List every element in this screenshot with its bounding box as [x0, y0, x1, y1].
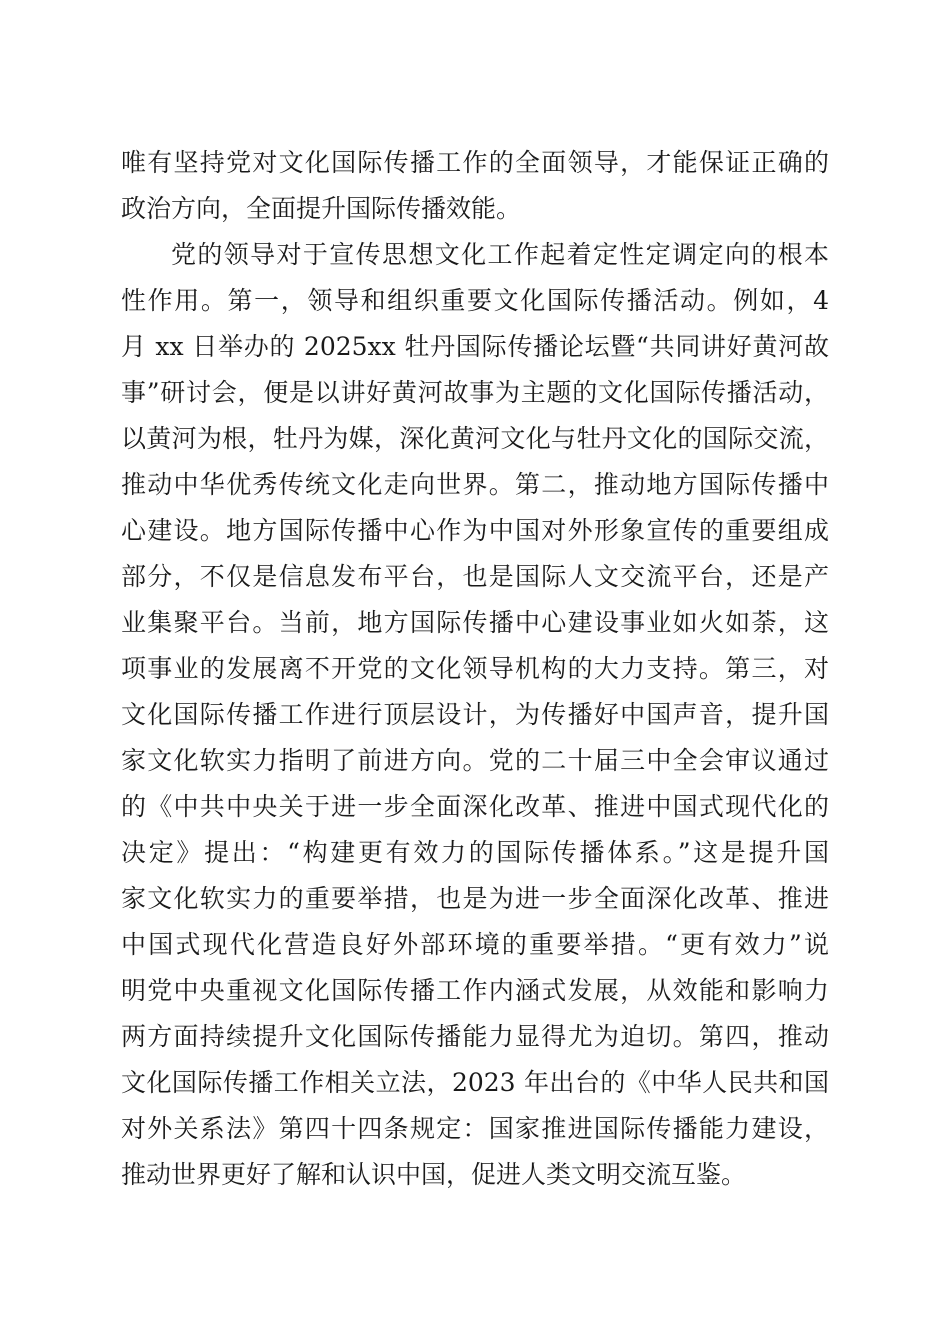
- text-line: 项事业的发展离不开党的文化领导机构的大力支持。第三，对: [121, 654, 829, 683]
- text-line: 性作用。第一，领导和组织重要文化国际传播活动。例如，4: [121, 286, 829, 315]
- text-line: 明党中央重视文化国际传播工作内涵式发展，从效能和影响力: [121, 976, 829, 1005]
- text-line: 对外关系法》第四十四条规定：国家推进国际传播能力建设，: [121, 1114, 829, 1143]
- text-line: 文化国际传播工作相关立法，2023 年出台的《中华人民共和国: [121, 1068, 829, 1097]
- text-line: 业集聚平台。当前，地方国际传播中心建设事业如火如荼，这: [121, 608, 829, 637]
- text-line: 月 xx 日举办的 2025xx 牡丹国际传播论坛暨“共同讲好黄河故: [121, 332, 829, 361]
- text-line: 唯有坚持党对文化国际传播工作的全面领导，才能保证正确的: [121, 148, 829, 177]
- text-line: 部分，不仅是信息发布平台，也是国际人文交流平台，还是产: [121, 562, 829, 591]
- text-line: 中国式现代化营造良好外部环境的重要举措。“更有效力”说: [121, 930, 829, 959]
- text-line: 事”研讨会，便是以讲好黄河故事为主题的文化国际传播活动，: [121, 378, 829, 407]
- text-line: 推动中华优秀传统文化走向世界。第二，推动地方国际传播中: [121, 470, 829, 499]
- body-text: [121, 140, 829, 1198]
- text-line: 政治方向，全面提升国际传播效能。: [121, 194, 522, 223]
- text-line: 以黄河为根，牡丹为媒，深化黄河文化与牡丹文化的国际交流，: [121, 424, 829, 453]
- text-line: 党的领导对于宣传思想文化工作起着定性定调定向的根本: [171, 240, 829, 269]
- text-line: 的《中共中央关于进一步全面深化改革、推进中国式现代化的: [121, 792, 829, 821]
- text-line: 两方面持续提升文化国际传播能力显得尤为迫切。第四，推动: [121, 1022, 829, 1051]
- text-line: 家文化软实力的重要举措，也是为进一步全面深化改革、推进: [121, 884, 829, 913]
- text-line: 决定》提出：“构建更有效力的国际传播体系。”这是提升国: [121, 838, 829, 867]
- text-line: 家文化软实力指明了前进方向。党的二十届三中全会审议通过: [121, 746, 829, 775]
- paragraph-1: [121, 140, 829, 232]
- text-line: 推动世界更好了解和认识中国，促进人类文明交流互鉴。: [121, 1160, 747, 1189]
- text-line: 心建设。地方国际传播中心作为中国对外形象宣传的重要组成: [121, 516, 829, 545]
- paragraph-2: [121, 232, 829, 1198]
- text-line: 文化国际传播工作进行顶层设计，为传播好中国声音，提升国: [121, 700, 829, 729]
